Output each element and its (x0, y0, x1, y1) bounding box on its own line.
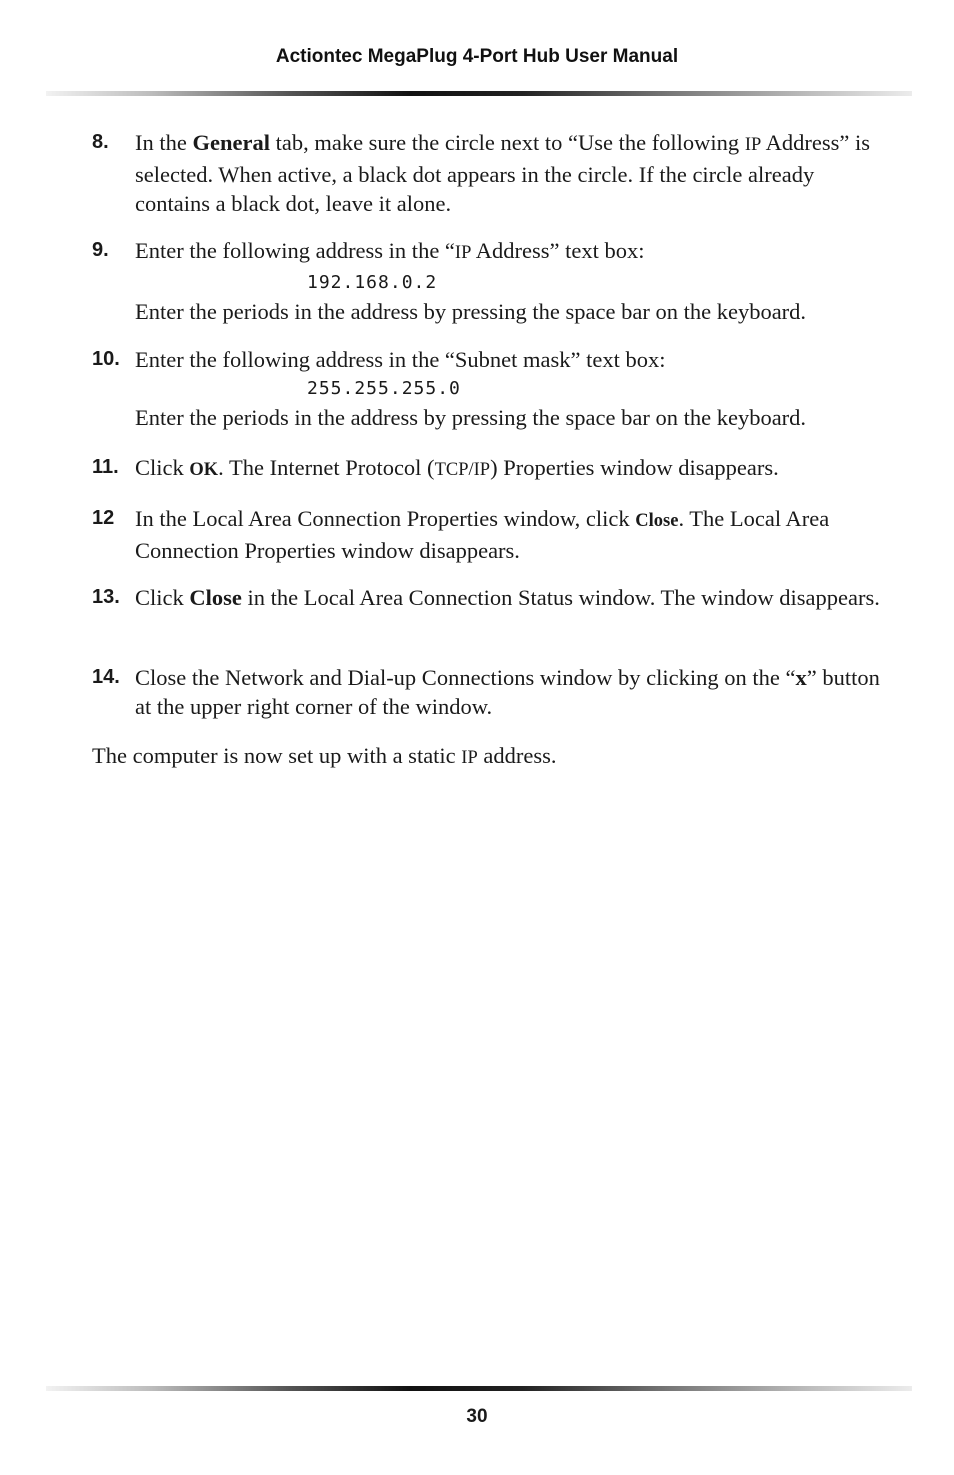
step-text: Close the Network and Dial-up Connections window by clicking on the “x” button at the upper right corner of the window. (135, 665, 880, 719)
step-9 (92, 236, 882, 326)
x-button-label: x (795, 665, 807, 690)
step-8 (92, 128, 882, 218)
step-note: Enter the periods in the address by pressing the space bar on the keyboard. (135, 299, 807, 324)
page-number: 30 (466, 1406, 488, 1427)
step-text: Enter the following address in the “IP Address” text box: (135, 238, 645, 263)
step-number: 14. (92, 666, 120, 688)
step-text: Click Close in the Local Area Connection Status window. The window disappears. (135, 585, 880, 610)
step-note: Enter the periods in the address by pressing the space bar on the keyboard. (135, 405, 807, 430)
step-12 (92, 504, 882, 565)
page-header-title: Actiontec MegaPlug 4-Port Hub User Manual (275, 46, 679, 67)
step-text: In the General tab, make sure the circle next to “Use the following IP Address” is selected. When active, a black dot appears in the circle. If the circle already contains a black dot, leave it alone. (135, 130, 871, 216)
step-number: 11. (92, 456, 119, 478)
step-14 (92, 663, 882, 721)
step-text: In the Local Area Connection Properties window, click Close. The Local Area Connection Properties window disappears. (135, 506, 830, 563)
footer-divider (46, 1386, 912, 1391)
general-tab-label: General (192, 130, 270, 155)
step-number: 10. (92, 348, 120, 370)
header-divider (46, 91, 912, 96)
step-number: 12 (92, 507, 115, 529)
step-text: Enter the following address in the “Subnet mask” text box: (135, 347, 666, 372)
subnet-mask-value: 255.255.255.0 (307, 378, 461, 399)
step-text: Click OK. The Internet Protocol (TCP/IP) Properties window disappears. (135, 455, 779, 480)
step-10 (92, 345, 882, 432)
closing-paragraph: The computer is now set up with a static IP address. (92, 743, 557, 768)
close-button-label: Close (635, 511, 679, 531)
step-number: 9. (92, 239, 109, 261)
step-number: 13. (92, 586, 120, 608)
ok-button-label: OK (189, 460, 219, 480)
step-13 (92, 583, 882, 612)
step-number: 8. (92, 131, 109, 153)
close-button-label: Close (189, 585, 242, 610)
ip-address-value: 192.168.0.2 (307, 272, 438, 293)
step-11 (92, 453, 882, 485)
